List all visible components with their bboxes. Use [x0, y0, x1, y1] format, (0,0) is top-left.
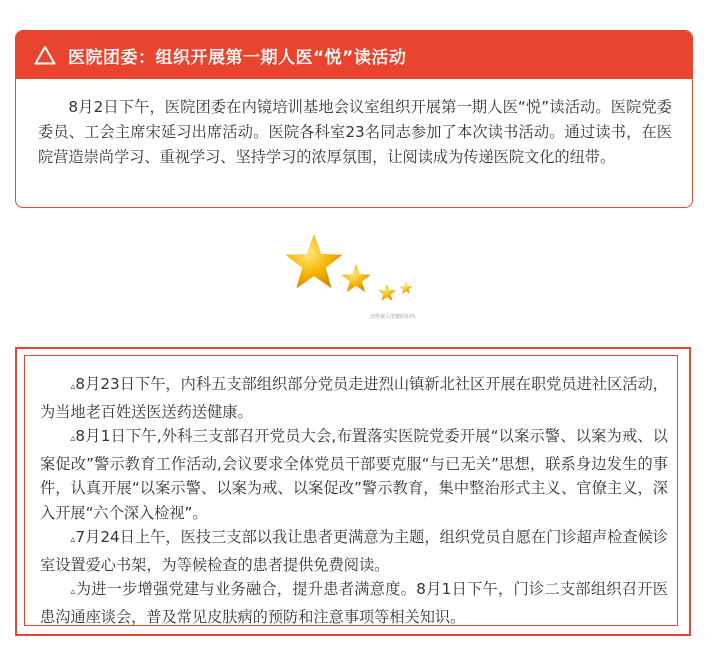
star-icon — [286, 234, 343, 288]
activity-card-title: 医院团委：组织开展第一期人医“悦”读活动 — [68, 47, 407, 68]
activity-card — [15, 30, 693, 208]
news-item: ▵8月1日下午,外科三支部召开党员大会,布置落实医院党委开展“以案示警、以案为戒、以案促改”警示教育工作活动,会议要求全体党员干部要克服“与已无关”思想，联系身边发生的事件，认真开展“以案示警、以案为戒、以案促改”警示教育，集中整治形式主义、官僚主义，深入开展“六个深入检视”。 — [40, 427, 668, 522]
triangle-bullet-icon: ▵ — [70, 381, 76, 392]
news-item: ▵7月24日上午，医技三支部以我让患者更满意为主题，组织党员自愿在门诊超声检查候诊室设置爱心书架，为等候检查的患者提供免费阅读。 — [40, 528, 668, 574]
star-icon — [400, 282, 412, 294]
news-list — [40, 372, 668, 629]
triangle-bullet-icon: ▵ — [70, 433, 76, 444]
stars-caption: 这些使人清楚的东西 — [370, 314, 416, 320]
news-item: ▵8月23日下午，内科五支部组织部分党员走进烈山镇新北社区开展在职党员进社区活动，为当地老百姓送医送药送健康。 — [40, 375, 668, 421]
star-icon — [341, 264, 370, 292]
star-icon — [378, 284, 396, 301]
news-item: ▵为进一步增强党建与业务融合，提升患者满意度。8月1日下午，门诊二支部组织召开医患沟通座谈会，普及常见皮肤病的预防和注意事项等相关知识。 — [40, 580, 668, 626]
activity-card-body: 8月2日下午，医院团委在内镜培训基地会议室组织开展第一期人医“悦”读活动。医院党委委员、工会主席宋延习出席活动。医院各科室23名同志参加了本次读书活动。通过读书，在医院营造崇尚学习、重视学习、坚持学习的浓厚氛围，让阅读成为传递医院文化的纽带。 — [38, 98, 672, 166]
triangle-bullet-icon: ▵ — [70, 586, 76, 597]
activity-card-header — [16, 31, 692, 79]
triangle-bullet-icon: ▵ — [70, 534, 76, 545]
warning-triangle-icon — [34, 45, 56, 65]
